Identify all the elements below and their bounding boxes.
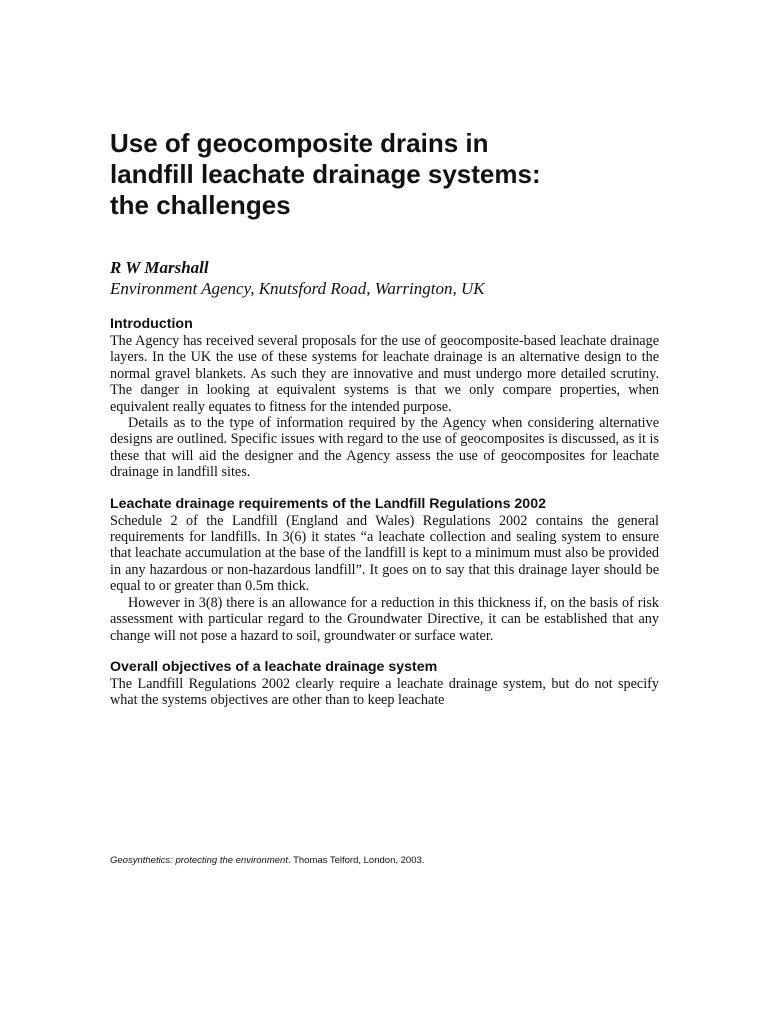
- section-heading: Leachate drainage requirements of the Landfill Regulations 2002: [110, 495, 546, 512]
- author-affiliation: Environment Agency, Knutsford Road, Warrington, UK: [110, 279, 485, 298]
- paragraph: The Landfill Regulations 2002 clearly require a leachate drainage system, but do not specify what the systems objectives are other than to keep leachate: [110, 675, 659, 709]
- paragraph: However in 3(8) there is an allowance for a reduction in this thickness if, on the basis of risk assessment with particular regard to the Groundwater Directive, it can be established that any change will not pose a hazard to soil, groundwater or surface water.: [110, 594, 659, 644]
- footer-source-title: Geosynthetics: protecting the environment: [110, 855, 288, 866]
- section-overall-objectives: [110, 659, 659, 709]
- paragraph: The Agency has received several proposals for the use of geocomposite-based leachate drainage layers. In the UK the use of these systems for leachate drainage is an alternative design to the normal gravel blankets. As such they are innovative and must undergo more detailed scrutiny. The danger in looking at equivalent systems is that we only compare properties, when equivalent really equates to fitness for the intended purpose.: [110, 333, 659, 415]
- section-spacer: [110, 644, 659, 659]
- section-heading: Introduction: [110, 316, 193, 332]
- footer-publisher: . Thomas Telford, London, 2003.: [287, 855, 425, 866]
- title-line-2: landfill leachate drainage systems:: [110, 159, 541, 189]
- section-heading: Overall objectives of a leachate drainage system: [110, 658, 438, 675]
- title-line-1: Use of geocomposite drains in: [110, 128, 489, 158]
- paragraph: Schedule 2 of the Landfill (England and Wales) Regulations 2002 contains the general requirements for landfills. In 3(6) it states “a leachate collection and sealing system to ensure that leachate accumulation at the base of the landfill is kept to a minimum must also be provided in any hazardous or non-hazardous landfill”. It goes on to say that this drainage layer should be equal to or greater than 0.5m thick.: [110, 512, 659, 595]
- author-name: R W Marshall: [110, 258, 209, 277]
- section-introduction: [110, 316, 659, 481]
- paragraph: Details as to the type of information required by the Agency when considering alternative designs are outlined. Specific issues with regard to the use of geocomposites is discussed, as it is these that will aid the designer and the Agency assess the use of geocomposites for leachate drainage in landfill sites.: [110, 415, 659, 481]
- section-spacer: [110, 481, 659, 496]
- title-line-3: the challenges: [110, 190, 291, 220]
- paper-body: [110, 316, 659, 709]
- page-footer: [110, 855, 424, 867]
- section-leachate-requirements: [110, 496, 659, 644]
- paper-title: [110, 128, 670, 221]
